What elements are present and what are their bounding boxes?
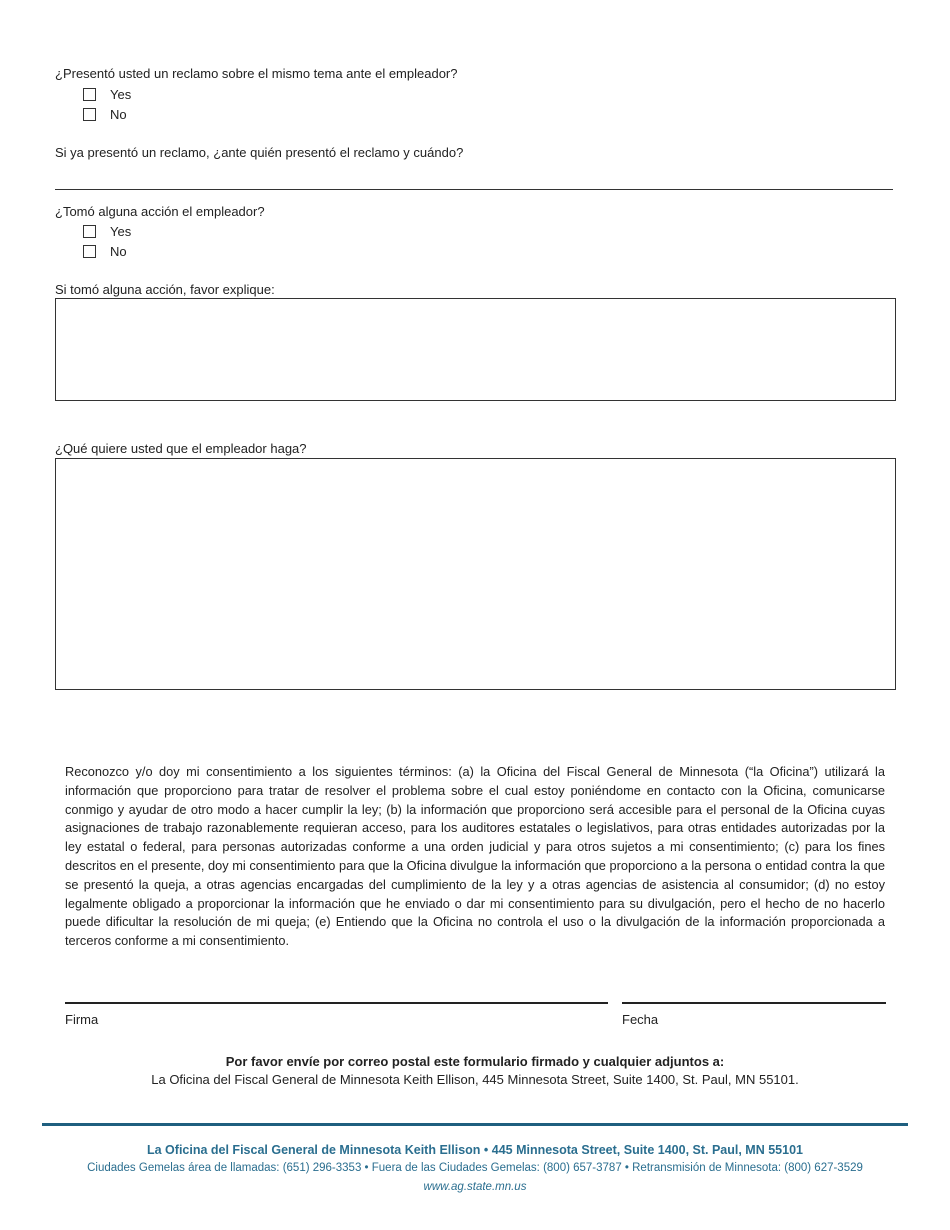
- signature-line[interactable]: [65, 1002, 608, 1004]
- complaint-who-when-input[interactable]: [55, 170, 893, 190]
- option-complaint-filed-yes[interactable]: [83, 86, 131, 102]
- option-label: Yes: [110, 86, 132, 102]
- footer-phone-numbers: Ciudades Gemelas área de llamadas: (651) 296-3353 • Fuera de las Ciudades Gemelas: (800) 657-3787 • Retransmisión de Minnesota: (800) 627-3529: [87, 1162, 863, 1174]
- option-label: No: [110, 106, 127, 122]
- mailing-instruction: Por favor envíe por correo postal este formulario firmado y cualquier adjuntos a:: [225, 1054, 725, 1069]
- footer-office-address: La Oficina del Fiscal General de Minnesota Keith Ellison • 445 Minnesota Street, Suite 1400, St. Paul, MN 55101: [147, 1143, 803, 1157]
- footer-website-link[interactable]: www.ag.state.mn.us: [423, 1181, 527, 1193]
- signature-label: Firma: [65, 1012, 99, 1027]
- option-label: Yes: [110, 223, 132, 239]
- checkbox[interactable]: [83, 88, 96, 101]
- option-complaint-filed-no[interactable]: [83, 106, 127, 122]
- answer-underline: [55, 189, 893, 190]
- option-label: No: [110, 243, 127, 259]
- question-employer-action: ¿Tomó alguna acción el empleador?: [55, 204, 265, 219]
- mailing-address: La Oficina del Fiscal General de Minnesota Keith Ellison, 445 Minnesota Street, Suite 1400, St. Paul, MN 55101.: [151, 1072, 799, 1087]
- explain-action-textarea[interactable]: [55, 298, 896, 401]
- checkbox[interactable]: [83, 108, 96, 121]
- consent-terms: Reconozco y/o doy mi consentimiento a los siguientes términos: (a) la Oficina del Fiscal General de Minnesota (“la Oficina”) utilizará la información que proporciono para tratar de resolver el problema sobre el cual estoy poniéndome en contacto con la Oficina, comunicarse conmigo y ayudar de otro modo a hacer cumplir la ley; (b) la información que proporciono será accesible para el personal de la Oficina cuyas asignaciones de trabajo razonablemente requieran acceso, para los auditores estatales o legislativos, para otras entidades autorizadas por la ley estatal o federal, para personas autorizadas conforme a una orden judicial y para otros sujetos a mi consentimiento; (c) para los fines descritos en el presente, doy mi consentimiento para que la Oficina divulgue la información que proporciono a la persona o entidad contra la que se presentó la queja, a otras agencias encargadas del cumplimiento de la ley y a otras agencias de asistencia al consumidor; (d) no estoy legalmente obligado a proporcionar la información que he enviado o dar mi consentimiento para su divulgación, pero el hecho de no hacerlo puede dificultar la resolución de mi queja; (e) Entiendo que la Oficina no controla el uso o la divulgación de la información proporcionada a terceros conforme a mi consentimiento.: [65, 764, 885, 949]
- question-complaint-who-when: Si ya presentó un reclamo, ¿ante quién presentó el reclamo y cuándo?: [55, 145, 464, 160]
- question-complaint-filed: ¿Presentó usted un reclamo sobre el mismo tema ante el empleador?: [55, 66, 458, 81]
- checkbox[interactable]: [83, 225, 96, 238]
- footer-divider: [42, 1123, 908, 1126]
- option-employer-action-yes[interactable]: [83, 223, 131, 239]
- desired-outcome-textarea[interactable]: [55, 458, 896, 690]
- question-explain-action: Si tomó alguna acción, favor explique:: [55, 282, 275, 297]
- checkbox[interactable]: [83, 245, 96, 258]
- date-label: Fecha: [622, 1012, 659, 1027]
- option-employer-action-no[interactable]: [83, 243, 127, 259]
- question-desired-outcome: ¿Qué quiere usted que el empleador haga?: [55, 441, 307, 456]
- date-line[interactable]: [622, 1002, 886, 1004]
